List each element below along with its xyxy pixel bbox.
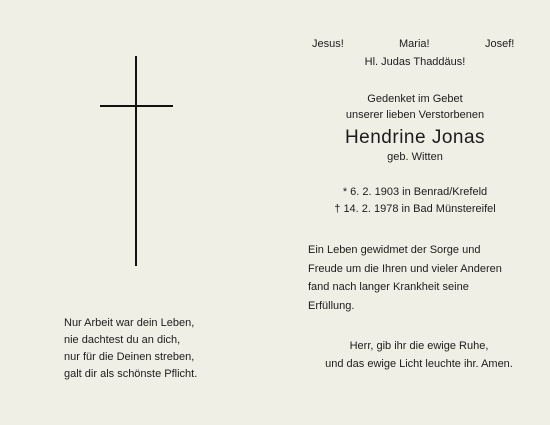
life-text [300, 241, 530, 315]
invocation-jesus: Jesus! [312, 38, 344, 50]
memorial-poem [64, 315, 197, 383]
invocation-saint: Hl. Judas Thaddäus! [364, 56, 466, 68]
poem-line: Nur Arbeit war dein Leben, [64, 317, 195, 329]
poem-line: nur für die Deinen streben, [64, 351, 195, 363]
life-text-line: Erfüllung. [308, 299, 355, 312]
cross-vertical-beam [135, 56, 137, 266]
death-date: † 14. 2. 1978 in Bad Münstereifel [334, 203, 496, 215]
closing-prayer [300, 337, 530, 373]
prayer-line: und das ewige Licht leuchte ihr. Amen. [325, 358, 513, 370]
life-text-line: Freude um die Ihren und vieler Anderen [308, 262, 502, 275]
life-text-line: Ein Leben gewidmet der Sorge und [308, 244, 481, 256]
birth-date: * 6. 2. 1903 in Benrad/Krefeld [342, 186, 488, 198]
invocation-maria: Maria! [399, 38, 430, 50]
life-text-line: fand nach langer Krankheit seine [308, 281, 469, 293]
remembrance-heading [300, 91, 530, 123]
invocation-josef: Josef! [485, 38, 515, 50]
life-dates [300, 184, 530, 218]
remembrance-line-2: unserer lieben Verstorbenen [345, 109, 485, 121]
deceased-name: Hendrine Jonas [344, 127, 486, 148]
maiden-name: geb. Witten [387, 151, 443, 163]
cross-horizontal-beam [100, 105, 173, 107]
poem-line: galt dir als schönste Pflicht. [64, 368, 198, 380]
poem-line: nie dachtest du an dich, [64, 334, 181, 346]
memorial-text [300, 38, 530, 373]
prayer-line: Herr, gib ihr die ewige Ruhe, [349, 340, 489, 352]
remembrance-line-1: Gedenket im Gebet [367, 93, 463, 105]
invocation-line [300, 38, 530, 54]
